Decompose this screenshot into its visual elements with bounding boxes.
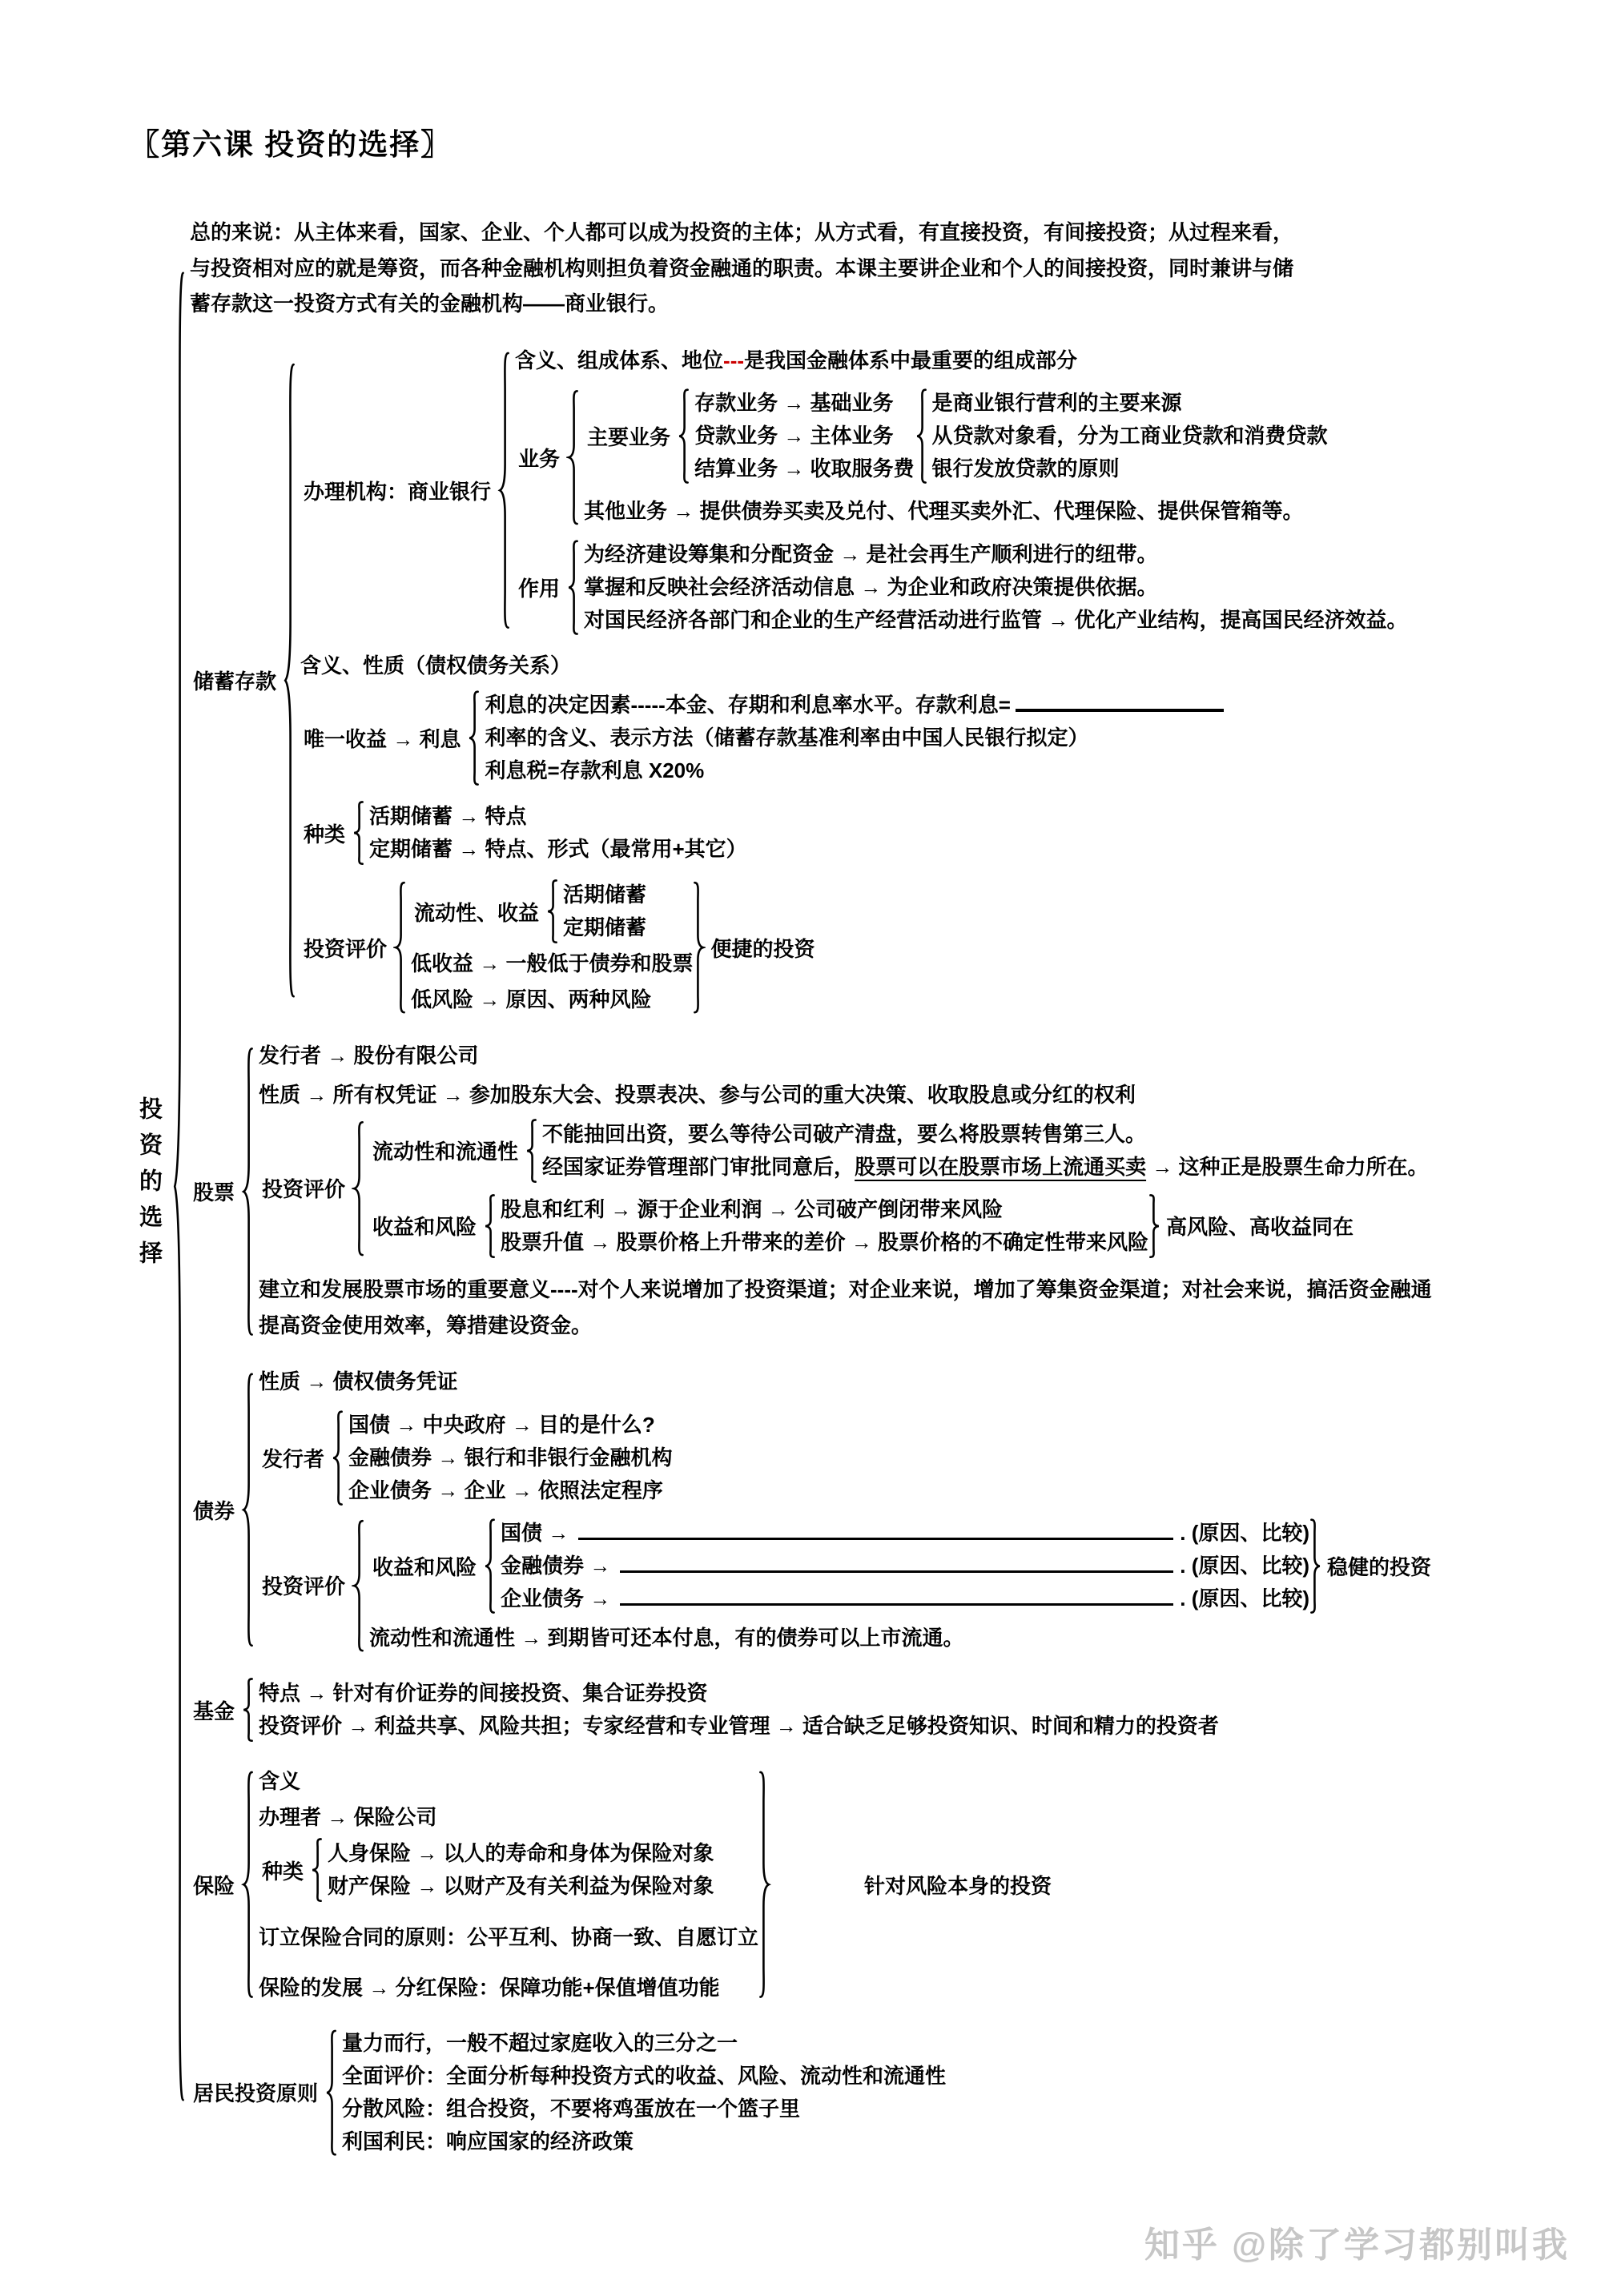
principles-rows: [337, 2027, 946, 2158]
branch-bond-issuer: [259, 1409, 1436, 1507]
stock-liquidity-row: 经国家证券管理部门审批同意后，股票可以在股票市场上流通买卖 → 这种正是股票生命力所在。: [542, 1154, 1429, 1179]
savings-type-row: 活期储蓄 → 特点: [369, 804, 527, 829]
right-brace: [758, 1765, 771, 2004]
branch-savings-evaluation: [300, 879, 1407, 1016]
bond-risk-summary: 稳健的投资: [1327, 1554, 1432, 1579]
principle-row: 利国利民：响应国家的经济政策: [342, 2129, 634, 2153]
branch-stock-liquidity: [369, 1118, 1429, 1184]
role-row: 对国民经济各部门和企业的生产经营活动进行监管 → 优化产业结构，提高国民经济效益。: [584, 607, 1408, 632]
stock-evaluation-children: [364, 1118, 1429, 1259]
insurance-types-label: 种类: [262, 1859, 304, 1884]
savings-type-row: 定期储蓄 → 特点、形式（最常用+其它）: [369, 837, 747, 862]
bank-overview-post: 是我国金融体系中最重要的组成部分: [744, 348, 1078, 373]
savings-children: [296, 344, 1407, 1016]
section-fund: [190, 1677, 1436, 1743]
insurance-children: [254, 1765, 758, 2004]
left-brace: [331, 1409, 344, 1507]
right-brace: [693, 879, 706, 1016]
section-principles: [190, 2027, 1436, 2158]
stock-children: [254, 1039, 1432, 1344]
insurance-summary: 针对风险本身的投资: [864, 1873, 1052, 1898]
left-brace: [241, 1765, 254, 2004]
stock-risk-row: 股票升值 → 股票价格上升带来的差价 → 股票价格的不确定性带来风险: [501, 1229, 1148, 1254]
branch-role: [515, 538, 1407, 637]
branch-insurance-types: [259, 1837, 758, 1903]
bond-liquidity-row: 流动性和流通性 → 到期皆可还本付息，有的债券可以上市流通。: [369, 1626, 964, 1651]
branch-main-business: [584, 387, 1327, 485]
left-brace: [467, 689, 480, 787]
bond-risk-rows: [496, 1517, 1309, 1615]
section-label-bond: 债券: [193, 1499, 235, 1524]
insurance-types-rows: [323, 1837, 714, 1903]
bond-issuer-rows: [344, 1409, 672, 1507]
left-brace: [310, 1837, 323, 1903]
business-label: 业务: [518, 446, 561, 471]
bond-risk-label: 收益和风险: [372, 1554, 477, 1579]
left-brace: [352, 800, 364, 866]
low-yield-row: 低收益 → 一般低于债券和股票: [411, 951, 694, 976]
savings-summary: 便捷的投资: [710, 936, 815, 961]
savings-evaluation-children: [406, 879, 693, 1016]
role-rows: [579, 538, 1407, 637]
principle-row: 分散风险：组合投资，不要将鸡蛋放在一个篮子里: [342, 2096, 801, 2121]
business-row: 存款业务 → 基础业务: [694, 391, 894, 416]
left-brace: [525, 1118, 537, 1184]
business-children: [579, 387, 1327, 528]
left-brace: [241, 1365, 254, 1655]
loan-notes: [927, 387, 1328, 485]
page-title: 〖第六课 投资的选择〗: [130, 128, 453, 161]
branch-liquidity-income: [411, 879, 693, 944]
bank-label: 办理机构：商业银行: [304, 479, 492, 504]
main-business-rows: [690, 387, 914, 485]
branch-stock-risk: [369, 1193, 1429, 1259]
fund-rows: [254, 1677, 1219, 1743]
section-bond: [190, 1365, 1436, 1655]
interest-label: 唯一收益 → 利息: [304, 726, 461, 751]
savings-evaluation-label: 投资评价: [304, 936, 388, 961]
bond-nature-row: 性质 → 债权债务凭证: [259, 1369, 458, 1394]
insurance-principle-row: 订立保险合同的原则：公平互利、协商一致、自愿订立: [259, 1924, 759, 1949]
stock-liquidity-rows: [537, 1118, 1428, 1184]
savings-types-label: 种类: [304, 822, 346, 846]
right-brace: [1148, 1193, 1161, 1259]
branch-stock-evaluation: [259, 1118, 1432, 1259]
section-stock: [190, 1039, 1436, 1344]
bond-evaluation-children: [364, 1517, 1436, 1655]
liquidity-income-label: 流动性、收益: [414, 900, 540, 925]
left-brace: [566, 387, 579, 528]
left-brace: [172, 215, 185, 2158]
interest-row: 利率的含义、表示方法（储蓄存款基准利率由中国人民银行拟定）: [485, 725, 1089, 750]
interest-row: 利息税=存款利息 X20%: [485, 758, 705, 783]
left-brace: [545, 879, 558, 944]
stock-risk-summary: 高风险、高收益同在: [1165, 1215, 1354, 1240]
left-brace: [241, 1677, 254, 1743]
stock-liquidity-row: 不能抽回出资，要么等待公司破产清盘，要么将股票转售第三人。: [542, 1121, 1147, 1146]
blank-line: [620, 1553, 1173, 1573]
stock-risk-label: 收益和风险: [372, 1215, 477, 1240]
intro-line: 与投资相对应的就是筹资，而各种金融机构则担负着资金融通的职责。本课主要讲企业和个人的间接投资，同时兼讲与储: [190, 255, 1294, 280]
role-label: 作用: [518, 576, 561, 601]
left-brace: [483, 1193, 496, 1259]
intro-line: 蓄存款这一投资方式有关的金融机构——商业银行。: [190, 292, 670, 316]
stock-risk-row: 股息和红利 → 源于企业利润 → 公司破产倒闭带来风险: [501, 1196, 1003, 1221]
right-brace: [1309, 1517, 1322, 1615]
branch-bond-evaluation: [259, 1517, 1436, 1655]
bond-risk-row: 金融债券 → . (原因、比较): [501, 1553, 1310, 1578]
insurance-agency-row: 办理者 → 保险公司: [259, 1805, 437, 1830]
left-brace: [241, 1039, 254, 1344]
stock-issuer-row: 发行者 → 股份有限公司: [259, 1043, 479, 1068]
left-brace: [915, 387, 927, 485]
left-brace: [677, 387, 690, 485]
bond-children: [254, 1365, 1436, 1655]
branch-savings-types: [300, 800, 1407, 866]
left-brace: [324, 2027, 337, 2158]
mindmap-root: [127, 215, 1621, 2158]
insurance-development-row: 保险的发展 → 分红保险：保障功能+保值增值功能: [259, 1975, 720, 2000]
bank-overview-pre: 含义、组成体系、地位: [515, 348, 724, 373]
role-row: 为经济建设筹集和分配资金 → 是社会再生产顺利进行的纽带。: [584, 541, 1158, 566]
bank-overview: [515, 344, 1407, 377]
branch-bond-risk: [369, 1517, 1436, 1615]
stock-nature-row: 性质 → 所有权凭证 → 参加股东大会、投票表决、参与公司的重大决策、收取股息或分红的权利: [259, 1082, 1136, 1107]
bond-issuer-row: 金融债券 → 银行和非银行金融机构: [348, 1445, 673, 1470]
watermark: 知乎 @除了学习都别叫我: [1144, 2226, 1570, 2265]
insurance-type-row: 人身保险 → 以人的寿命和身体为保险对象: [328, 1841, 714, 1866]
liquidity-income-rows: [558, 879, 646, 944]
bank-children: [510, 344, 1407, 637]
stock-liquidity-label: 流动性和流通性: [372, 1140, 519, 1164]
root-children: [185, 215, 1436, 2158]
left-brace: [352, 1517, 364, 1655]
low-risk-row: 低风险 → 原因、两种风险: [411, 987, 652, 1012]
root-topic-label: 投资的选择: [136, 1096, 162, 1277]
left-brace: [483, 1517, 496, 1615]
blank-line: [620, 1586, 1173, 1606]
branch-bank: [300, 344, 1407, 637]
section-label-stock: 股票: [193, 1180, 235, 1205]
left-brace: [497, 344, 510, 637]
role-row: 掌握和反映社会经济活动信息 → 为企业和政府决策提供依据。: [584, 574, 1158, 599]
branch-interest: [300, 689, 1407, 787]
stock-significance: [259, 1272, 1432, 1343]
fund-row: 特点 → 针对有价证券的间接投资、集合证券投资: [259, 1681, 708, 1706]
loan-note: 银行发放贷款的原则: [931, 456, 1120, 481]
interest-row-factors: 利息的决定因素-----本金、存期和利息率水平。存款利息=: [485, 689, 1223, 722]
savings-types-rows: [364, 800, 747, 866]
stock-risk-rows: [496, 1193, 1148, 1259]
liquidity-row: 定期储蓄: [563, 915, 647, 940]
red-dashes: ---: [723, 348, 745, 373]
business-row: 结算业务 → 收取服务费: [694, 456, 915, 481]
stock-evaluation-label: 投资评价: [262, 1177, 346, 1202]
bond-issuer-row: 企业债务 → 企业 → 依照法定程序: [348, 1478, 663, 1502]
fund-row: 投资评价 → 利益共享、风险共担；专家经营和专业管理 → 适合缺乏足够投资知识、时间和精力的投资者: [259, 1714, 1219, 1739]
other-business-row: 其他业务 → 提供债券买卖及兑付、代理买卖外汇、代理保险、提供保管箱等。: [584, 499, 1304, 524]
insurance-meaning-row: 含义: [259, 1769, 301, 1794]
bond-risk-row: 企业债务 → . (原因、比较): [501, 1586, 1310, 1610]
left-brace: [352, 1118, 364, 1259]
significance-line: 建立和发展股票市场的重要意义----对个人来说增加了投资渠道；对企业来说，增加了筹集资金渠道；对社会来说，搞活资金融通: [259, 1277, 1432, 1302]
loan-note: 从贷款对象看，分为工商业贷款和消费贷款: [931, 424, 1328, 448]
section-insurance: [190, 1765, 1436, 2004]
section-savings: [190, 344, 1436, 1016]
bond-evaluation-label: 投资评价: [262, 1574, 346, 1599]
main-business-label: 主要业务: [587, 425, 671, 450]
intro-paragraph: [190, 215, 1436, 322]
principle-row: 量力而行，一般不超过家庭收入的三分之一: [342, 2030, 738, 2055]
blank-line: [578, 1520, 1173, 1540]
insurance-type-row: 财产保险 → 以财产及有关利益为保险对象: [328, 1874, 714, 1899]
left-brace: [393, 879, 406, 1016]
principle-row: 全面评价：全面分析每种投资方式的收益、风险、流动性和流通性: [342, 2063, 947, 2088]
liquidity-row: 活期储蓄: [563, 883, 647, 907]
intro-line: 总的来说：从主体来看，国家、企业、个人都可以成为投资的主体；从方式看，有直接投资，有间接投资；从过程来看，: [190, 220, 1294, 244]
branch-business: [515, 387, 1407, 528]
left-brace: [283, 344, 296, 1016]
business-row: 贷款业务 → 主体业务: [694, 424, 894, 448]
blank-line: [1016, 691, 1224, 712]
significance-line: 提高资金使用效率，筹措建设资金。: [259, 1313, 593, 1337]
bond-issuer-label: 发行者: [262, 1446, 325, 1471]
underlined-phrase: 股票可以在股票市场上流通买卖: [855, 1154, 1147, 1179]
section-label-principles: 居民投资原则: [193, 2081, 319, 2106]
interest-rows: [480, 689, 1223, 787]
savings-nature-row: 含义、性质（债权债务关系）: [300, 653, 572, 678]
left-brace: [566, 538, 579, 637]
loan-note: 是商业银行营利的主要来源: [931, 391, 1182, 416]
bond-risk-row: 国债 → . (原因、比较): [501, 1520, 1310, 1545]
section-label-insurance: 保险: [193, 1873, 235, 1898]
section-label-fund: 基金: [193, 1699, 235, 1723]
bond-issuer-row: 国债 → 中央政府 → 目的是什么?: [348, 1412, 655, 1437]
section-label-savings: 储蓄存款: [193, 669, 277, 694]
